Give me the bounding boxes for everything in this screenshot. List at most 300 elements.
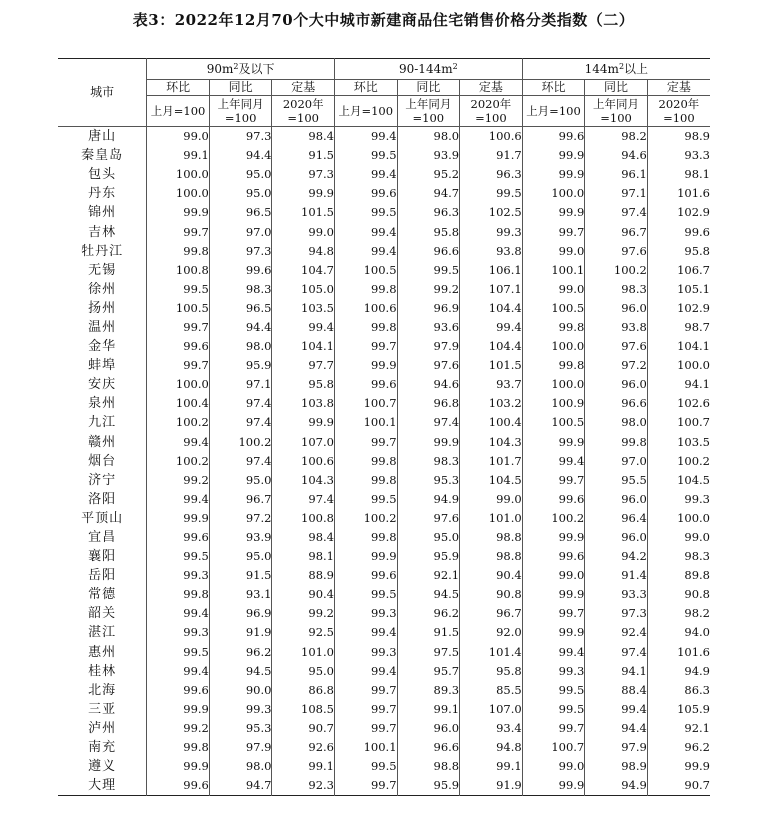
city-name: 徐州 <box>58 280 147 299</box>
index-value: 99.4 <box>147 662 210 681</box>
index-value: 99.7 <box>522 471 585 490</box>
index-value: 96.3 <box>397 203 460 222</box>
index-value: 108.5 <box>272 700 335 719</box>
index-value: 99.6 <box>147 528 210 547</box>
index-value: 97.5 <box>397 643 460 662</box>
index-value: 100.6 <box>334 299 397 318</box>
index-value: 91.9 <box>209 623 272 642</box>
index-value: 93.8 <box>460 242 523 261</box>
city-name: 三亚 <box>58 700 147 719</box>
index-value: 99.9 <box>684 759 710 774</box>
index-value: 101.6 <box>677 644 710 659</box>
index-value: 102.9 <box>677 300 710 315</box>
city-name: 桂林 <box>58 662 147 681</box>
index-value: 90.0 <box>209 681 272 700</box>
index-value: 96.5 <box>209 299 272 318</box>
index-value: 94.1 <box>585 662 648 681</box>
index-value: 90.8 <box>684 587 710 602</box>
index-value: 92.3 <box>272 776 335 796</box>
table-row <box>58 433 710 452</box>
city-name: 泸州 <box>58 719 147 738</box>
index-value: 100.7 <box>334 394 397 413</box>
city-name: 韶关 <box>58 604 147 623</box>
index-value: 99.4 <box>147 490 210 509</box>
table-row <box>58 623 710 642</box>
index-value: 86.8 <box>272 681 335 700</box>
index-value: 98.0 <box>209 337 272 356</box>
index-value: 103.8 <box>272 394 335 413</box>
index-value: 99.0 <box>684 530 710 545</box>
index-value: 97.6 <box>397 509 460 528</box>
base-label-mom: 上月=100 <box>334 96 397 127</box>
index-value: 100.1 <box>334 413 397 432</box>
index-value: 99.9 <box>522 433 585 452</box>
subheader-fixed: 定基 <box>460 80 523 96</box>
index-value: 98.0 <box>585 413 648 432</box>
table-row <box>58 203 710 222</box>
index-value: 101.0 <box>272 643 335 662</box>
index-value: 99.9 <box>397 433 460 452</box>
city-name: 吉林 <box>58 222 147 241</box>
index-value: 101.5 <box>460 356 523 375</box>
index-value: 100.5 <box>147 299 210 318</box>
index-value: 91.5 <box>397 623 460 642</box>
index-value: 91.9 <box>460 776 523 796</box>
index-value: 101.0 <box>460 509 523 528</box>
table-row <box>58 757 710 776</box>
index-value: 100.0 <box>147 165 210 184</box>
index-value: 99.3 <box>334 604 397 623</box>
index-value: 99.9 <box>522 165 585 184</box>
index-value: 97.6 <box>585 242 648 261</box>
index-value: 99.5 <box>334 146 397 165</box>
table-header <box>58 59 710 127</box>
index-value: 96.5 <box>209 203 272 222</box>
index-value: 99.8 <box>334 318 397 337</box>
index-value: 98.8 <box>397 757 460 776</box>
index-value: 100.6 <box>272 452 335 471</box>
index-value: 99.4 <box>334 662 397 681</box>
index-value: 94.8 <box>460 738 523 757</box>
index-value: 95.0 <box>209 184 272 203</box>
index-value: 100.0 <box>522 337 585 356</box>
index-value: 92.0 <box>460 623 523 642</box>
index-value: 99.0 <box>522 566 585 585</box>
index-value: 100.0 <box>677 510 710 525</box>
table-row <box>58 222 710 241</box>
index-value: 99.9 <box>522 146 585 165</box>
city-name: 金华 <box>58 337 147 356</box>
index-value: 103.2 <box>460 394 523 413</box>
index-value: 98.0 <box>397 127 460 147</box>
index-value: 99.5 <box>522 681 585 700</box>
index-value: 94.2 <box>585 547 648 566</box>
index-value: 91.5 <box>272 146 335 165</box>
index-value: 97.7 <box>272 356 335 375</box>
index-value: 92.5 <box>272 623 335 642</box>
table-row <box>58 318 710 337</box>
index-value: 95.0 <box>272 662 335 681</box>
index-value: 100.5 <box>522 413 585 432</box>
city-name: 牡丹江 <box>58 242 147 261</box>
index-value: 94.4 <box>209 146 272 165</box>
index-value: 95.8 <box>272 375 335 394</box>
index-value: 99.8 <box>147 242 210 261</box>
index-value: 99.7 <box>334 719 397 738</box>
index-value: 99.6 <box>209 261 272 280</box>
index-value: 94.0 <box>684 625 710 640</box>
index-value: 100.7 <box>522 738 585 757</box>
index-value: 96.7 <box>460 604 523 623</box>
table-row <box>58 471 710 490</box>
index-value: 103.5 <box>677 434 710 449</box>
index-value: 99.5 <box>460 184 523 203</box>
index-value: 97.4 <box>585 643 648 662</box>
index-value: 99.8 <box>522 356 585 375</box>
index-value: 100.0 <box>677 358 710 373</box>
table-row <box>58 452 710 471</box>
table-row <box>58 261 710 280</box>
index-value: 99.8 <box>334 280 397 299</box>
city-name: 湛江 <box>58 623 147 642</box>
base-label-mom: 上月=100 <box>147 96 210 127</box>
index-value: 99.5 <box>334 490 397 509</box>
index-value: 100.5 <box>334 261 397 280</box>
index-value: 97.4 <box>209 394 272 413</box>
table-row <box>58 528 710 547</box>
index-value: 99.8 <box>334 471 397 490</box>
table-row <box>58 127 710 147</box>
table-row <box>58 280 710 299</box>
index-value: 93.6 <box>397 318 460 337</box>
index-value: 94.6 <box>585 146 648 165</box>
index-value: 100.4 <box>460 413 523 432</box>
index-value: 100.2 <box>585 261 648 280</box>
index-value: 94.5 <box>397 585 460 604</box>
index-value: 98.3 <box>585 280 648 299</box>
index-value: 93.3 <box>585 585 648 604</box>
index-value: 93.8 <box>585 318 648 337</box>
index-value: 94.7 <box>397 184 460 203</box>
table-row <box>58 681 710 700</box>
index-value: 93.1 <box>209 585 272 604</box>
subheader-yoy: 同比 <box>209 80 272 96</box>
sub-header-row <box>58 80 710 96</box>
city-name: 南充 <box>58 738 147 757</box>
table-row <box>58 490 710 509</box>
index-value: 97.9 <box>209 738 272 757</box>
index-value: 99.9 <box>334 547 397 566</box>
index-value: 99.1 <box>397 700 460 719</box>
index-value: 104.5 <box>677 472 710 487</box>
index-value: 99.1 <box>147 146 210 165</box>
index-value: 100.7 <box>677 415 710 430</box>
index-value: 92.4 <box>585 623 648 642</box>
index-value: 100.9 <box>522 394 585 413</box>
index-value: 96.2 <box>209 643 272 662</box>
index-value: 100.2 <box>209 433 272 452</box>
index-value: 99.9 <box>522 623 585 642</box>
table-row <box>58 643 710 662</box>
city-name: 平顶山 <box>58 509 147 528</box>
index-value: 98.1 <box>272 547 335 566</box>
index-value: 95.0 <box>209 547 272 566</box>
index-value: 95.2 <box>397 165 460 184</box>
index-value: 99.9 <box>272 413 335 432</box>
base-label-mom: 上月=100 <box>522 96 585 127</box>
index-value: 100.2 <box>677 453 710 468</box>
index-value: 93.4 <box>460 719 523 738</box>
index-value: 99.8 <box>334 452 397 471</box>
city-name: 岳阳 <box>58 566 147 585</box>
index-value: 99.9 <box>147 509 210 528</box>
index-value: 99.4 <box>334 165 397 184</box>
subheader-yoy: 同比 <box>397 80 460 96</box>
index-value: 99.3 <box>334 643 397 662</box>
index-value: 97.0 <box>585 452 648 471</box>
index-value: 99.4 <box>147 433 210 452</box>
city-name: 济宁 <box>58 471 147 490</box>
index-value: 99.4 <box>522 643 585 662</box>
index-value: 105.9 <box>677 701 710 716</box>
index-value: 98.4 <box>272 127 335 147</box>
city-name: 唐山 <box>58 127 147 147</box>
city-name: 北海 <box>58 681 147 700</box>
index-value: 97.4 <box>272 490 335 509</box>
index-value: 96.0 <box>585 528 648 547</box>
index-value: 99.9 <box>147 700 210 719</box>
table-row <box>58 165 710 184</box>
index-value: 99.8 <box>334 528 397 547</box>
base-label-fixed: 2020年=100 <box>460 96 523 127</box>
index-value: 98.7 <box>684 319 710 334</box>
index-value: 97.3 <box>272 165 335 184</box>
index-value: 99.3 <box>209 700 272 719</box>
index-value: 97.4 <box>209 452 272 471</box>
index-value: 94.5 <box>209 662 272 681</box>
index-value: 98.3 <box>684 549 710 564</box>
page-title: 表3：2022年12月70个大中城市新建商品住宅销售价格分类指数（二） <box>132 11 635 29</box>
index-value: 94.4 <box>209 318 272 337</box>
index-value: 100.2 <box>334 509 397 528</box>
index-value: 99.9 <box>272 184 335 203</box>
index-value: 90.7 <box>272 719 335 738</box>
index-value: 95.5 <box>585 471 648 490</box>
index-value: 99.7 <box>147 222 210 241</box>
index-value: 97.4 <box>397 413 460 432</box>
city-name: 赣州 <box>58 433 147 452</box>
index-value: 107.1 <box>460 280 523 299</box>
index-value: 90.4 <box>460 566 523 585</box>
city-name: 温州 <box>58 318 147 337</box>
index-value: 99.4 <box>147 604 210 623</box>
index-value: 99.4 <box>334 242 397 261</box>
index-value: 93.9 <box>397 146 460 165</box>
index-value: 96.3 <box>460 165 523 184</box>
index-value: 99.4 <box>334 623 397 642</box>
group-header-small: $90m^2$及以下 <box>147 59 335 80</box>
index-value: 95.7 <box>397 662 460 681</box>
base-label-fixed: 2020年=100 <box>647 96 710 127</box>
index-value: 99.9 <box>147 203 210 222</box>
index-value: 94.4 <box>585 719 648 738</box>
index-value: 99.7 <box>522 604 585 623</box>
index-value: 97.1 <box>209 375 272 394</box>
index-value: 104.4 <box>460 299 523 318</box>
index-value: 99.0 <box>460 490 523 509</box>
index-value: 99.7 <box>334 700 397 719</box>
index-value: 93.9 <box>209 528 272 547</box>
index-value: 86.3 <box>684 682 710 697</box>
index-value: 100.6 <box>460 127 523 147</box>
index-value: 99.3 <box>460 222 523 241</box>
index-value: 99.7 <box>334 776 397 796</box>
index-value: 99.9 <box>522 528 585 547</box>
index-value: 96.8 <box>397 394 460 413</box>
index-value: 97.2 <box>585 356 648 375</box>
index-value: 95.8 <box>397 222 460 241</box>
table-row <box>58 738 710 757</box>
index-value: 93.7 <box>460 375 523 394</box>
index-value: 100.0 <box>522 375 585 394</box>
index-value: 99.7 <box>334 433 397 452</box>
table-row <box>58 547 710 566</box>
index-value: 96.4 <box>585 509 648 528</box>
index-value: 99.6 <box>147 681 210 700</box>
index-value: 99.7 <box>334 337 397 356</box>
index-value: 98.1 <box>684 167 710 182</box>
base-label-yoy: 上年同月=100 <box>209 96 272 127</box>
subheader-yoy: 同比 <box>585 80 648 96</box>
index-value: 92.1 <box>397 566 460 585</box>
index-value: 96.9 <box>209 604 272 623</box>
city-column-header: 城市 <box>58 59 147 127</box>
index-value: 95.3 <box>397 471 460 490</box>
city-name: 锦州 <box>58 203 147 222</box>
index-value: 98.9 <box>585 757 648 776</box>
index-value: 105.1 <box>677 281 710 296</box>
index-value: 99.6 <box>334 375 397 394</box>
table-row <box>58 242 710 261</box>
index-value: 92.6 <box>272 738 335 757</box>
city-name: 宜昌 <box>58 528 147 547</box>
table-row <box>58 585 710 604</box>
index-value: 98.9 <box>684 129 710 144</box>
index-value: 96.2 <box>397 604 460 623</box>
index-value: 99.1 <box>272 757 335 776</box>
index-value: 99.9 <box>522 585 585 604</box>
subheader-mom: 环比 <box>522 80 585 96</box>
index-value: 99.5 <box>397 261 460 280</box>
index-value: 100.0 <box>522 184 585 203</box>
index-value: 96.6 <box>585 394 648 413</box>
index-value: 90.7 <box>684 778 710 793</box>
city-name: 扬州 <box>58 299 147 318</box>
index-value: 96.6 <box>397 738 460 757</box>
index-value: 99.0 <box>522 280 585 299</box>
index-value: 100.8 <box>272 509 335 528</box>
index-value: 106.7 <box>677 262 710 277</box>
index-value: 98.8 <box>460 547 523 566</box>
subheader-fixed: 定基 <box>647 80 710 96</box>
index-value: 99.5 <box>147 643 210 662</box>
index-value: 99.5 <box>334 585 397 604</box>
table-row <box>58 776 710 796</box>
index-value: 100.1 <box>522 261 585 280</box>
index-value: 100.0 <box>147 375 210 394</box>
index-value: 96.0 <box>585 375 648 394</box>
index-value: 99.6 <box>522 547 585 566</box>
index-value: 104.1 <box>677 339 710 354</box>
index-value: 97.4 <box>585 203 648 222</box>
index-value: 104.4 <box>460 337 523 356</box>
index-value: 99.4 <box>334 222 397 241</box>
index-value: 94.7 <box>209 776 272 796</box>
index-value: 99.6 <box>147 337 210 356</box>
index-value: 99.4 <box>585 700 648 719</box>
table-row <box>58 662 710 681</box>
index-value: 98.2 <box>684 606 710 621</box>
index-value: 100.8 <box>147 261 210 280</box>
index-value: 107.0 <box>272 433 335 452</box>
index-value: 99.7 <box>522 222 585 241</box>
index-value: 99.4 <box>334 127 397 147</box>
index-value: 99.3 <box>147 623 210 642</box>
index-value: 99.9 <box>334 356 397 375</box>
index-value: 91.7 <box>460 146 523 165</box>
index-value: 96.7 <box>585 222 648 241</box>
index-value: 99.8 <box>585 433 648 452</box>
index-value: 89.8 <box>684 568 710 583</box>
index-value: 98.3 <box>397 452 460 471</box>
index-value: 100.2 <box>147 452 210 471</box>
group-header-medium: $90-144m^2$ <box>334 59 522 80</box>
base-label-yoy: 上年同月=100 <box>585 96 648 127</box>
index-value: 99.5 <box>147 280 210 299</box>
index-value: 95.9 <box>209 356 272 375</box>
index-value: 96.0 <box>585 299 648 318</box>
index-value: 101.5 <box>272 203 335 222</box>
index-value: 99.9 <box>522 203 585 222</box>
subheader-fixed: 定基 <box>272 80 335 96</box>
index-value: 94.8 <box>272 242 335 261</box>
index-value: 95.0 <box>209 165 272 184</box>
index-value: 99.3 <box>684 491 710 506</box>
table-row <box>58 566 710 585</box>
index-value: 96.0 <box>397 719 460 738</box>
index-value: 98.8 <box>460 528 523 547</box>
index-value: 95.8 <box>684 243 710 258</box>
index-value: 95.9 <box>397 776 460 796</box>
index-value: 97.0 <box>209 222 272 241</box>
index-value: 97.3 <box>209 242 272 261</box>
index-value: 99.2 <box>272 604 335 623</box>
index-value: 85.5 <box>460 681 523 700</box>
index-value: 99.6 <box>522 490 585 509</box>
subheader-mom: 环比 <box>147 80 210 96</box>
city-name: 惠州 <box>58 643 147 662</box>
price-index-table <box>58 58 710 796</box>
index-value: 95.0 <box>209 471 272 490</box>
index-value: 93.3 <box>684 148 710 163</box>
index-value: 99.7 <box>522 719 585 738</box>
index-value: 99.5 <box>334 757 397 776</box>
index-value: 99.4 <box>272 318 335 337</box>
index-value: 104.1 <box>272 337 335 356</box>
index-value: 95.9 <box>397 547 460 566</box>
index-value: 99.8 <box>522 318 585 337</box>
city-name: 丹东 <box>58 184 147 203</box>
